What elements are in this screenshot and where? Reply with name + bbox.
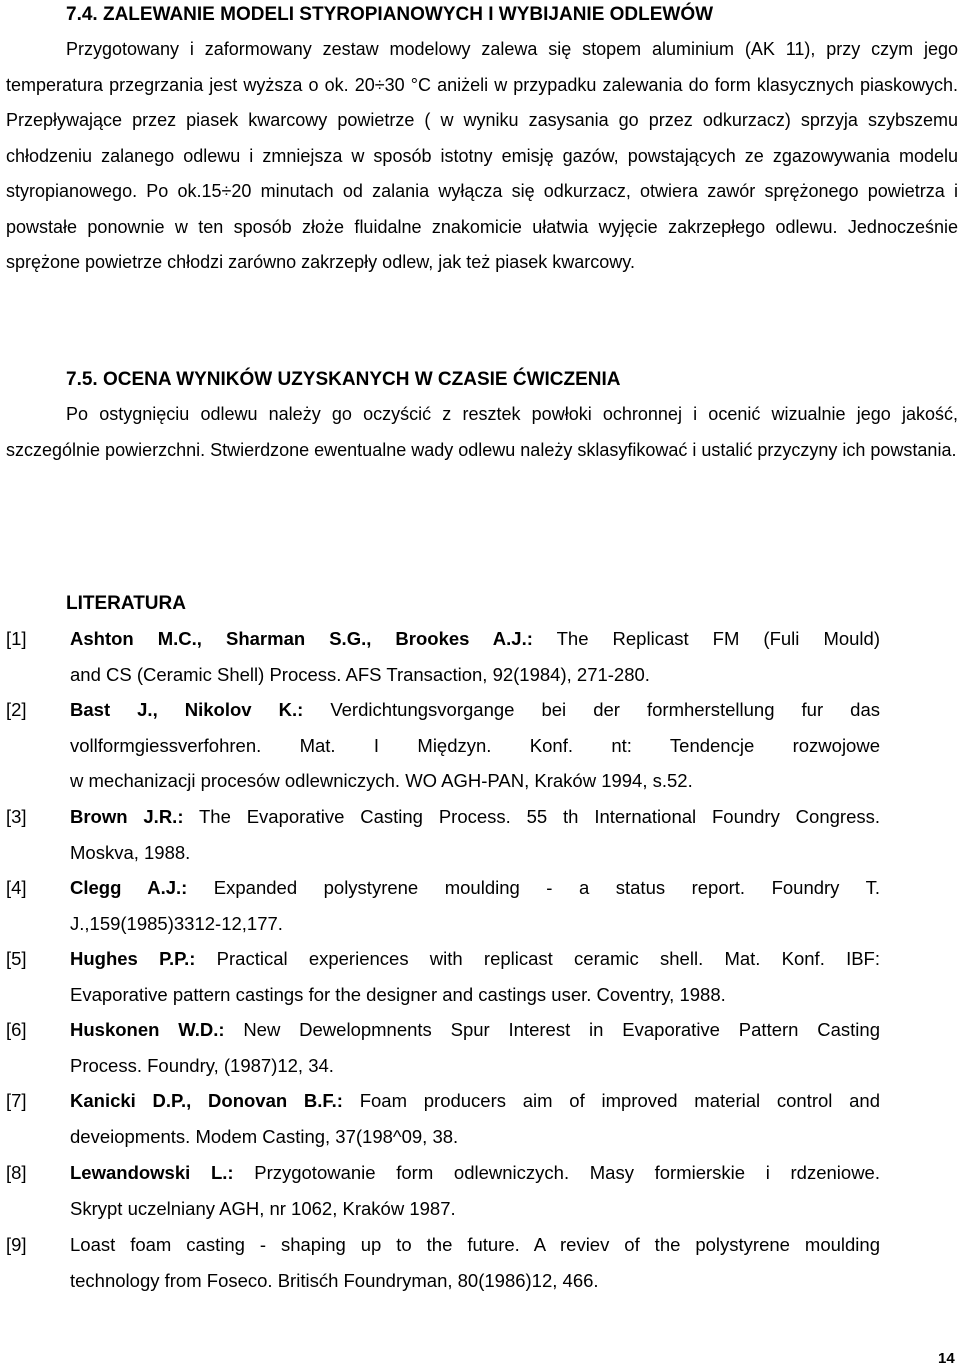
reference-text: Loast foam casting - shaping up to the future. A reviev of the polystyrene moulding xyxy=(70,1234,880,1255)
page-number: 14 xyxy=(938,1350,955,1367)
reference-line xyxy=(70,621,880,657)
reference-number: [9] xyxy=(6,1234,27,1255)
reference-line xyxy=(70,763,880,799)
reference-body xyxy=(70,870,880,941)
section-paragraph-7-4: Przygotowany i zaformowany zestaw modelowy zalewa się stopem aluminium (AK 11), przy czym jego temperatura przegrzania jest wyższa o ok. 20÷30 °C aniżeli w przypadku zalewania do form klasycznych piaskowych. Przepływające przez piasek kwarcowy powietrze ( w wyniku zasysania go przez odkurzacz) sprzyja szybszemu chłodzeniu zalanego odlewu i zmniejsza w sposób istotny emisję gazów, powstających ze zgazowywania modelu styropianowego. Po ok.15÷20 minutach od zalania wyłącza się odkurzacz, otwiera zawór sprężonego powietrza i powstałe ponownie w ten sposób złoże fluidalne znakomicie ułatwia wyjęcie zakrzepłego odlewu. Jednocześnie sprężone powietrze chłodzi zarówno zakrzepły odlew, jak też piasek kwarcowy. xyxy=(6,39,958,272)
reference-authors: Ashton M.C., Sharman S.G., Brookes A.J.: xyxy=(70,628,533,649)
reference-entry xyxy=(0,692,960,799)
section-paragraph-7-5: Po ostygnięciu odlewu należy go oczyścić z resztek powłoki ochronnej i ocenić wizualnie jego jakość, szczególnie powierzchni. Stwierdzone ewentualne wady odlewu należy sklasyfikować i ustalić przyczyny ich powstania. xyxy=(6,404,958,460)
reference-number: [4] xyxy=(6,877,27,898)
reference-line xyxy=(70,941,880,977)
reference-entry xyxy=(0,621,960,692)
reference-body xyxy=(70,1155,880,1226)
reference-body xyxy=(70,1012,880,1083)
reference-line xyxy=(70,1191,880,1227)
literature-heading: LITERATURA xyxy=(66,593,186,614)
reference-number: [8] xyxy=(6,1162,27,1183)
reference-text: Przygotowanie form odlewniczych. Masy formierskie i rdzeniowe. xyxy=(233,1162,880,1183)
reference-text: Expanded polystyrene moulding - a status report. Foundry T. xyxy=(187,877,880,898)
reference-number: [3] xyxy=(6,806,27,827)
reference-entry xyxy=(0,870,960,941)
reference-line xyxy=(70,657,880,693)
reference-text: Verdichtungsvorgange bei der formherstellung fur das xyxy=(303,699,880,720)
reference-line xyxy=(70,1155,880,1191)
reference-authors: Hughes P.P.: xyxy=(70,948,196,969)
reference-number: [2] xyxy=(6,699,27,720)
reference-line xyxy=(70,835,880,871)
reference-body xyxy=(70,692,880,799)
reference-line xyxy=(70,1119,880,1155)
reference-entry xyxy=(0,799,960,870)
reference-number: [5] xyxy=(6,948,27,969)
reference-body xyxy=(70,621,880,692)
reference-line xyxy=(70,1263,880,1299)
section-heading-7-4: 7.4. ZALEWANIE MODELI STYROPIANOWYCH I WYBIJANIE ODLEWÓW xyxy=(66,4,714,25)
reference-authors: Brown J.R.: xyxy=(70,806,184,827)
reference-text: technology from Foseco. Britisćh Foundryman, 80(1986)12, 466. xyxy=(70,1269,599,1291)
reference-line xyxy=(70,1227,880,1263)
reference-text: deveiopments. Modem Casting, 37(198^09, 38. xyxy=(70,1125,459,1147)
section-heading-7-5: 7.5. OCENA WYNIKÓW UZYSKANYCH W CZASIE ĆWICZENIA xyxy=(66,369,621,390)
reference-body xyxy=(70,1083,880,1154)
reference-body xyxy=(70,799,880,870)
reference-line xyxy=(70,692,880,728)
reference-line xyxy=(70,728,880,764)
reference-entry xyxy=(0,1155,960,1226)
reference-entry xyxy=(0,1083,960,1154)
reference-authors: Kanicki D.P., Donovan B.F.: xyxy=(70,1090,343,1111)
reference-text: Foam producers aim of improved material control and xyxy=(342,1090,880,1111)
reference-body xyxy=(70,941,880,1012)
reference-line xyxy=(70,799,880,835)
reference-line xyxy=(70,870,880,906)
reference-authors: Huskonen W.D.: xyxy=(70,1019,225,1040)
reference-line xyxy=(70,906,880,942)
reference-text: Practical experiences with replicast ceramic shell. Mat. Konf. IBF: xyxy=(195,948,880,969)
reference-line xyxy=(70,1048,880,1084)
reference-authors: Clegg A.J.: xyxy=(70,877,188,898)
reference-text: w mechanizacji procesów odlewniczych. WO AGH-PAN, Kraków 1994, s.52. xyxy=(70,770,693,792)
reference-line xyxy=(70,977,880,1013)
reference-line xyxy=(70,1012,880,1048)
reference-entry xyxy=(0,941,960,1012)
reference-number: [7] xyxy=(6,1090,27,1111)
reference-text: Moskva, 1988. xyxy=(70,841,191,863)
reference-text: and CS (Ceramic Shell) Process. AFS Transaction, 92(1984), 271-280. xyxy=(70,663,650,685)
reference-text: New Dewelopmnents Spur Interest in Evaporative Pattern Casting xyxy=(224,1019,880,1040)
reference-number: [6] xyxy=(6,1019,27,1040)
reference-text: The Evaporative Casting Process. 55 th International Foundry Congress. xyxy=(183,806,881,827)
reference-number: [1] xyxy=(6,628,27,649)
reference-text: vollformgiessverfohren. Mat. I Międzyn. Konf. nt: Tendencje rozwojowe xyxy=(70,734,880,756)
reference-text: Skrypt uczelniany AGH, nr 1062, Kraków 1987. xyxy=(70,1197,456,1219)
reference-text: Process. Foundry, (1987)12, 34. xyxy=(70,1054,334,1076)
reference-entry xyxy=(0,1012,960,1083)
reference-authors: Lewandowski L.: xyxy=(70,1162,234,1183)
reference-text: The Replicast FM (Fuli Mould) xyxy=(532,628,880,649)
reference-text: Evaporative pattern castings for the designer and castings user. Coventry, 1988. xyxy=(70,983,726,1005)
reference-line xyxy=(70,1083,880,1119)
reference-text: J.,159(1985)3312-12,177. xyxy=(70,912,283,934)
reference-body xyxy=(70,1227,880,1298)
reference-authors: Bast J., Nikolov K.: xyxy=(70,699,304,720)
reference-entry xyxy=(0,1227,960,1298)
